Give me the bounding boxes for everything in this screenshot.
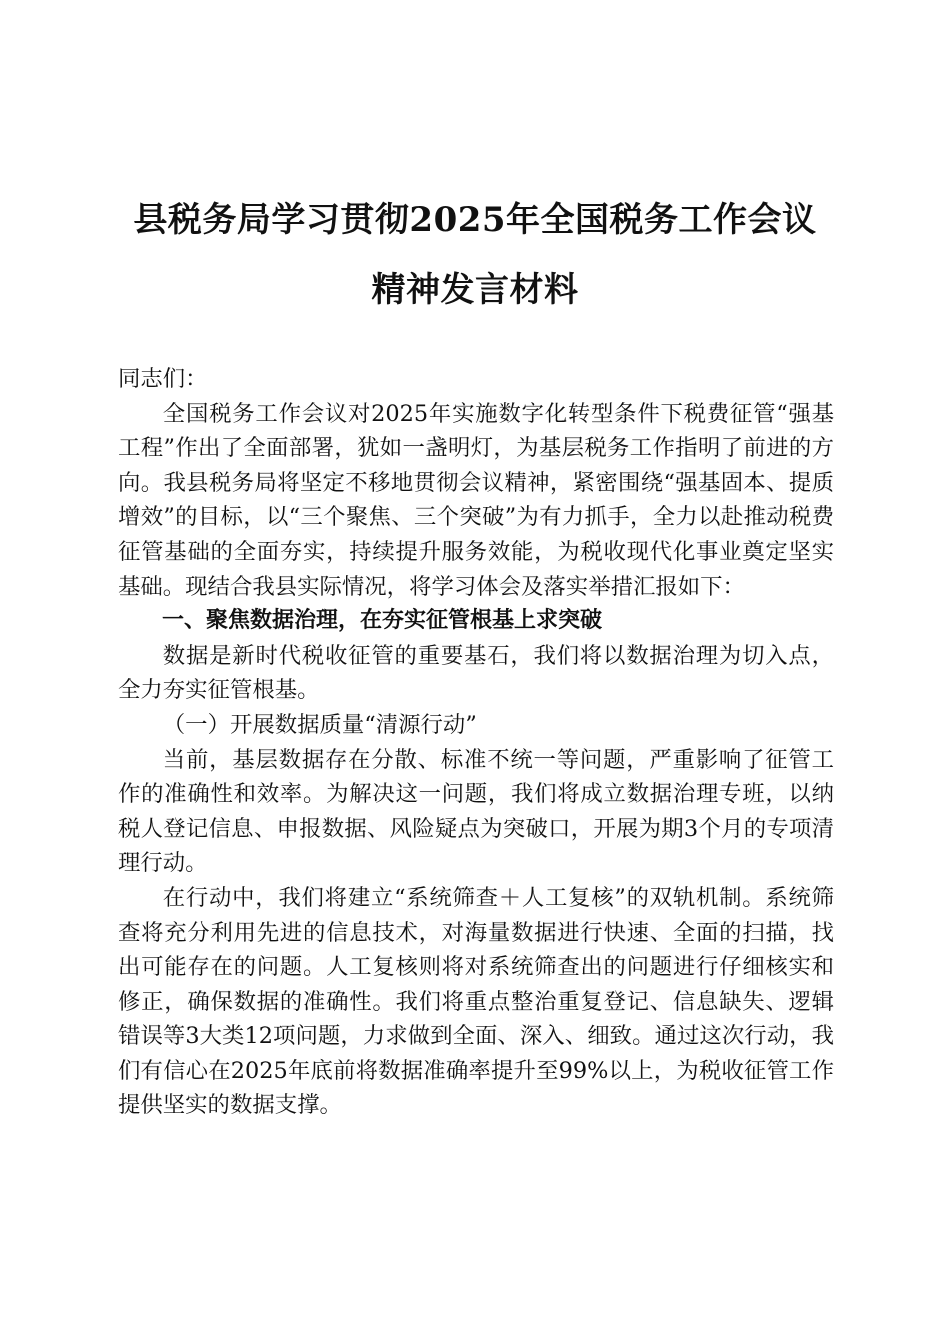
salutation: 同志们： xyxy=(118,366,208,392)
subsection-1-heading: （一）开展数据质量“清源行动” xyxy=(162,711,477,738)
subsection-1-paragraph-2: 在行动中，我们将建立“系统筛查＋人工复核”的双轨机制。系统筛查将充分利用先进的信息技术，对海量数据进行快速、全面的扫描，找出可能存在的问题。人工复核则将对系统筛查出的问题进行仔细核实和修正，确保数据的准确性。我们将重点整治重复登记、信息缺失、逻辑错误等3大类12项问题，力求做到全面、深入、细致。通过这次行动，我们有信心在2025年底前将数据准确率提升至99%以上，为税收征管工作提供坚实的数据支撑。 xyxy=(118,884,834,1119)
section-1-intro: 数据是新时代税收征管的重要基石，我们将以数据治理为切入点，全力夯实征管根基。 xyxy=(118,642,834,704)
subsection-1-paragraph-1: 当前，基层数据存在分散、标准不统一等问题，严重影响了征管工作的准确性和效率。为解决这一问题，我们将成立数据治理专班，以纳税人登记信息、申报数据、风险疑点为突破口，开展为期3个月的专项清理行动。 xyxy=(118,746,834,877)
document-body xyxy=(118,362,834,1123)
intro-paragraph: 全国税务工作会议对2025年实施数字化转型条件下税费征管“强基工程”作出了全面部署，犹如一盏明灯，为基层税务工作指明了前进的方向。我县税务局将坚定不移地贯彻会议精神，紧密围绕“强基固本、提质增效”的目标，以“三个聚焦、三个突破”为有力抓手，全力以赴推动税费征管基础的全面夯实，持续提升服务效能，为税收现代化事业奠定坚实基础。现结合我县实际情况，将学习体会及落实举措汇报如下： xyxy=(118,400,834,600)
document-title-line-2: 精神发言材料 xyxy=(371,270,579,310)
document-title-line-1: 县税务局学习贯彻2025年全国税务工作会议 xyxy=(133,200,817,240)
section-1-heading: 一、聚焦数据治理，在夯实征管根基上求突破 xyxy=(162,608,603,634)
